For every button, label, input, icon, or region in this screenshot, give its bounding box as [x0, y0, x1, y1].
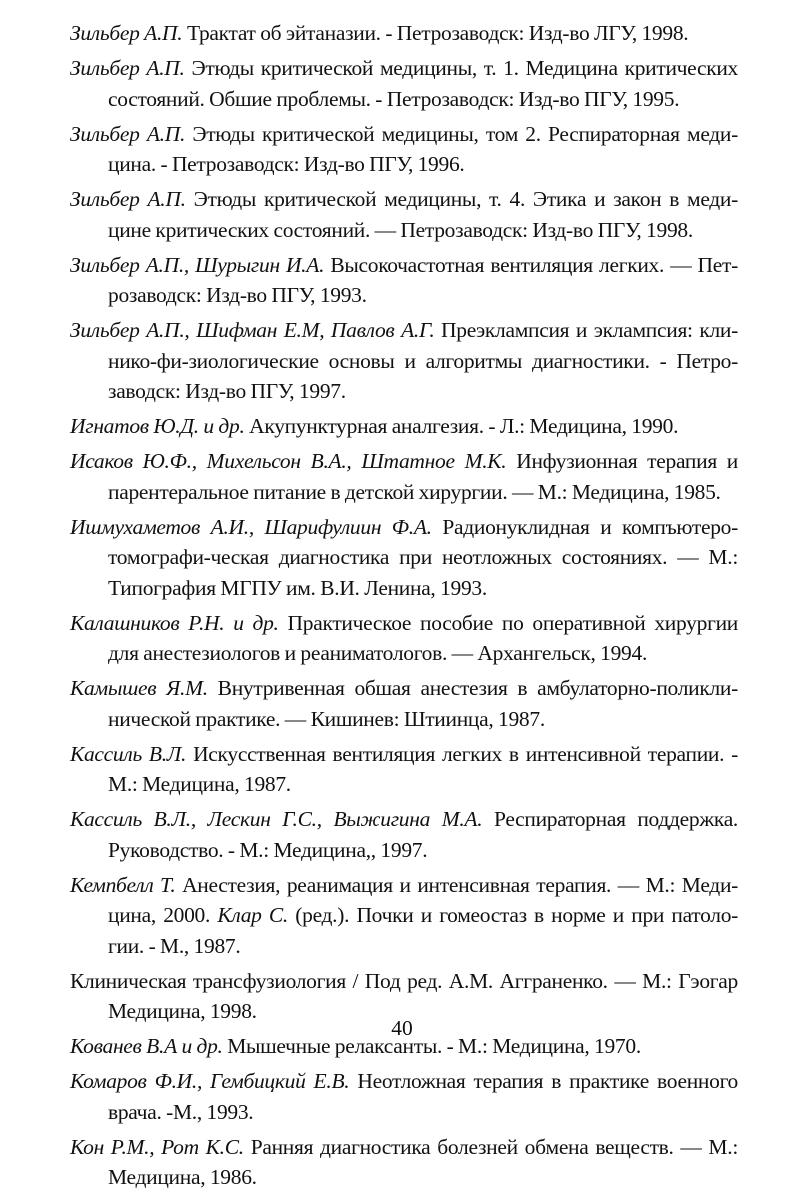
reference-text: Ранняя диагностика болезней обмена веществ. — М.: Медицина, 1986.	[108, 1134, 738, 1189]
reference-entry	[70, 739, 738, 800]
reference-text: Этюды критической медицины, том 2. Респираторная меди-цина. - Петрозаводск: Изд-во ПГУ, 1996.	[108, 121, 738, 176]
reference-entry	[70, 411, 738, 442]
reference-entry	[70, 250, 738, 311]
reference-authors: Зильбер А.П., Шурыгин И.А.	[70, 252, 325, 277]
reference-entry	[70, 1132, 738, 1193]
reference-entry	[70, 870, 738, 962]
reference-entry	[70, 184, 738, 245]
reference-entry	[70, 446, 738, 507]
reference-text: Инфузионная терапия и парентеральное питание в детской хирургии. — М.: Медицина, 1985.	[108, 449, 738, 504]
reference-text: Внутривенная обшая анестезия в амбулаторно-поликли-нической практике. — Кишинев: Штиинца, 1987.	[108, 676, 738, 731]
reference-authors: Исаков Ю.Ф., Михельсон В.А., Штатное М.К.	[70, 449, 507, 473]
reference-authors: Зильбер А.П.	[70, 121, 186, 146]
reference-text: Практическое пособие по оперативной хирургии для анестезиологов и реаниматологов. — Архангельск, 1994.	[108, 610, 739, 665]
reference-authors: Зильбер А.П.	[70, 21, 183, 45]
reference-text: Радионуклидная и компъютеро-томографи-ческая диагностика при неотложных состояниях. — М.: Типография МГПУ им. В.И. Ленина, 1993.	[108, 514, 738, 600]
reference-entry	[70, 18, 738, 49]
reference-text: Мышечные релаксанты. - М.: Медицина, 1970.	[227, 1034, 641, 1058]
reference-entry	[70, 1066, 738, 1127]
reference-text: Неотложная терапия в практике военного врача. -М., 1993.	[108, 1069, 738, 1124]
reference-text: Высокочастотная вентиляция легких. — Пет-розаводск: Изд-во ПГУ, 1993.	[108, 252, 738, 307]
reference-authors: Зильбер А.П., Шифман Е.М, Павлов А.Г.	[70, 318, 435, 342]
reference-authors-second: Клар С.	[217, 903, 288, 927]
reference-entry	[70, 804, 738, 865]
reference-authors: Игнатов Ю.Д. и др.	[70, 414, 245, 438]
reference-authors: Кованев В.А и др.	[70, 1034, 223, 1058]
reference-text: Этюды критической медицины, т. 1. Медицина критических состояний. Обшие проблемы. - Петрозаводск: Изд-во ПГУ, 1995.	[108, 56, 739, 111]
reference-authors: Калашников Р.Н. и др.	[70, 610, 279, 635]
page-number: 40	[391, 1016, 413, 1040]
reference-text: Этюды критической медицины, т. 4. Этика и закон в меди-цине критических состояний. — Петрозаводск: Изд-во ПГУ, 1998.	[108, 187, 738, 242]
reference-entry	[70, 53, 738, 114]
reference-text: Респираторная поддержка. Руководство. - М.: Медицина,, 1997.	[108, 807, 739, 862]
reference-text: Трактат об эйтаназии. - Петрозаводск: Изд-во ЛГУ, 1998.	[186, 21, 689, 45]
reference-text-second: (ред.). Почки и гомеостаз в норме и при патоло-гии. - М., 1987.	[108, 903, 739, 958]
reference-text: Клиническая трансфузиология / Под ред. А.М. Агграненко. — М.: Гэогар Медицина, 1998.	[70, 968, 738, 1023]
reference-text: Акупунктурная аналгезия. - Л.: Медицина, 1990.	[249, 414, 679, 438]
reference-authors: Зильбер А.П.	[70, 56, 185, 80]
reference-authors: Камышев Я.М.	[70, 676, 208, 700]
reference-authors: Комаров Ф.И., Гембицкий Е.В.	[70, 1069, 350, 1093]
reference-authors: Кассиль В.Л., Лескин Г.С., Выжигина М.А.	[70, 807, 483, 831]
reference-authors: Кон Р.М., Рот К.С.	[70, 1134, 244, 1159]
reference-authors: Зильбер А.П.	[70, 187, 186, 211]
reference-entry	[70, 608, 738, 669]
reference-entry	[70, 119, 738, 180]
reference-entry	[70, 673, 738, 734]
reference-authors: Кассиль В.Л.	[70, 741, 187, 766]
reference-text: Анестезия, реанимация и интенсивная терапия. — М.: Меди-цина, 2000.	[108, 872, 739, 927]
reference-entry	[70, 512, 738, 604]
reference-text: Преэклампсия и эклампсия: кли-нико-фи-зиологические основы и алгоритмы диагностики. - Петро-заводск: Изд-во ПГУ, 1997.	[108, 318, 738, 403]
reference-text: Искусственная вентиляция легких в интенсивной терапии. - М.: Медицина, 1987.	[108, 741, 739, 796]
reference-authors: Ишмухаметов А.И., Шарифулиин Ф.А.	[70, 514, 432, 539]
reference-authors: Кемпбелл Т.	[70, 872, 176, 897]
reference-entry	[70, 315, 738, 407]
